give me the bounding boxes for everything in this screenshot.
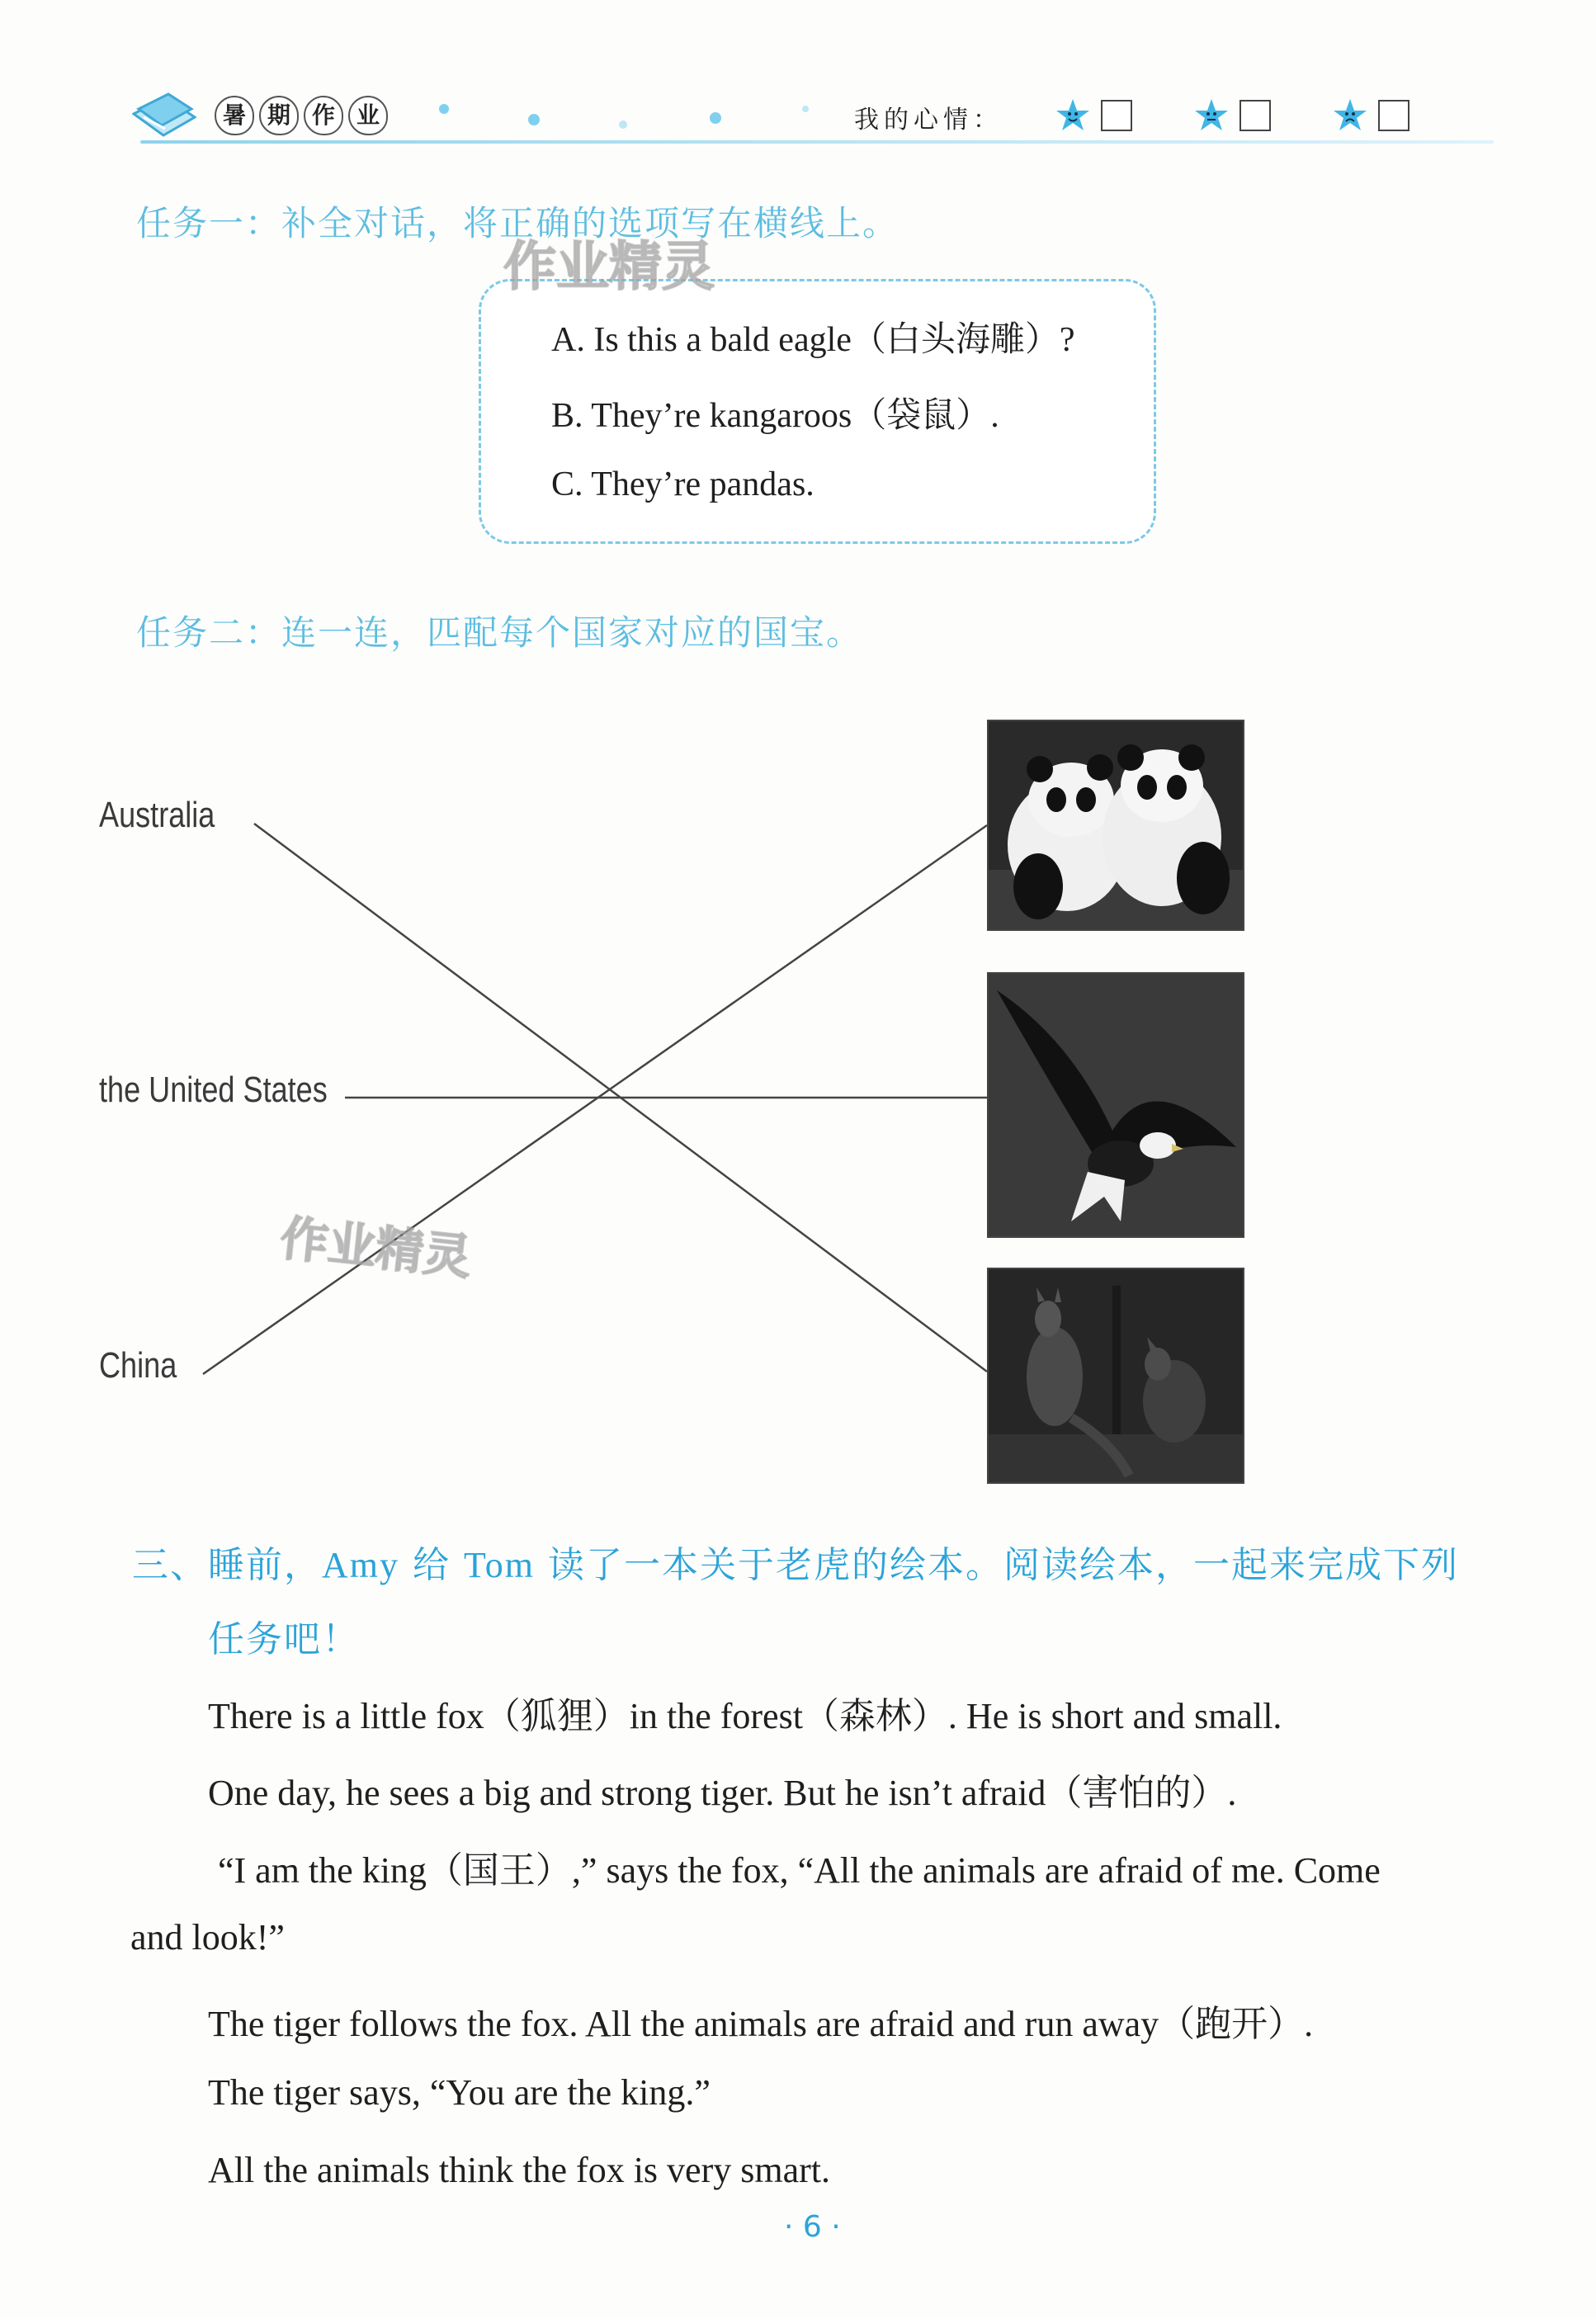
story-line: The tiger follows the fox. All the animals are afraid and run away（跑开）. xyxy=(208,2004,1314,2044)
match-line-china xyxy=(203,825,987,1374)
kangaroo-icon xyxy=(989,1269,1243,1482)
option-a: A. Is this a bald eagle（白头海雕）? xyxy=(551,321,1075,359)
country-australia: Australia xyxy=(99,795,215,835)
option-b: B. They’re kangaroos（袋鼠）. xyxy=(551,397,999,435)
story-line: The tiger says, “You are the king.” xyxy=(208,2072,711,2113)
section3-name-tom: Tom xyxy=(463,1545,536,1585)
section3-prefix: 三、睡前， xyxy=(132,1544,322,1586)
watermark: 作业精灵 xyxy=(503,237,715,298)
watermark: 作业精灵 xyxy=(277,1210,475,1286)
section3-name-amy: Amy xyxy=(322,1545,399,1585)
panda-icon xyxy=(989,721,1243,929)
story-line: and look!” xyxy=(130,1917,285,1958)
story-line: “I am the king（国王）,” says the fox, “All the animals are afraid of me. Come xyxy=(218,1850,1381,1891)
header-title-char: 期 xyxy=(259,96,299,135)
story-line: All the animals think the fox is very smart. xyxy=(208,2150,830,2190)
panda-photo xyxy=(987,720,1244,931)
header-title-char: 作 xyxy=(304,96,343,135)
eagle-icon xyxy=(989,974,1243,1236)
page-number: · 6 · xyxy=(784,2210,841,2244)
header-title-char: 暑 xyxy=(215,96,254,135)
story-line: There is a little fox（狐狸）in the forest（森林）. He is short and small. xyxy=(208,1696,1282,1736)
kangaroo-photo xyxy=(987,1268,1244,1484)
story-line: One day, he sees a big and strong tiger. But he isn’t afraid（害怕的）. xyxy=(208,1773,1237,1813)
bald-eagle-photo xyxy=(987,972,1244,1238)
mood-label: 我的心情： xyxy=(854,106,1003,135)
country-china: China xyxy=(99,1345,177,1386)
country-united-states: the United States xyxy=(99,1070,328,1110)
task2-heading: 任务二：连一连，匹配每个国家对应的国宝。 xyxy=(136,612,863,653)
section3-heading xyxy=(132,1535,1459,1588)
section3-mid: 给 xyxy=(399,1544,464,1586)
section3-rest: 读了一本关于老虎的绘本。阅读绘本，一起来完成下列 xyxy=(535,1544,1459,1586)
section3-heading-line2: 任务吧！ xyxy=(208,1618,360,1660)
task1-heading: 任务一：补全对话，将正确的选项写在横线上。 xyxy=(136,203,900,243)
option-c: C. They’re pandas. xyxy=(551,465,815,503)
header-title-char: 业 xyxy=(348,96,388,135)
